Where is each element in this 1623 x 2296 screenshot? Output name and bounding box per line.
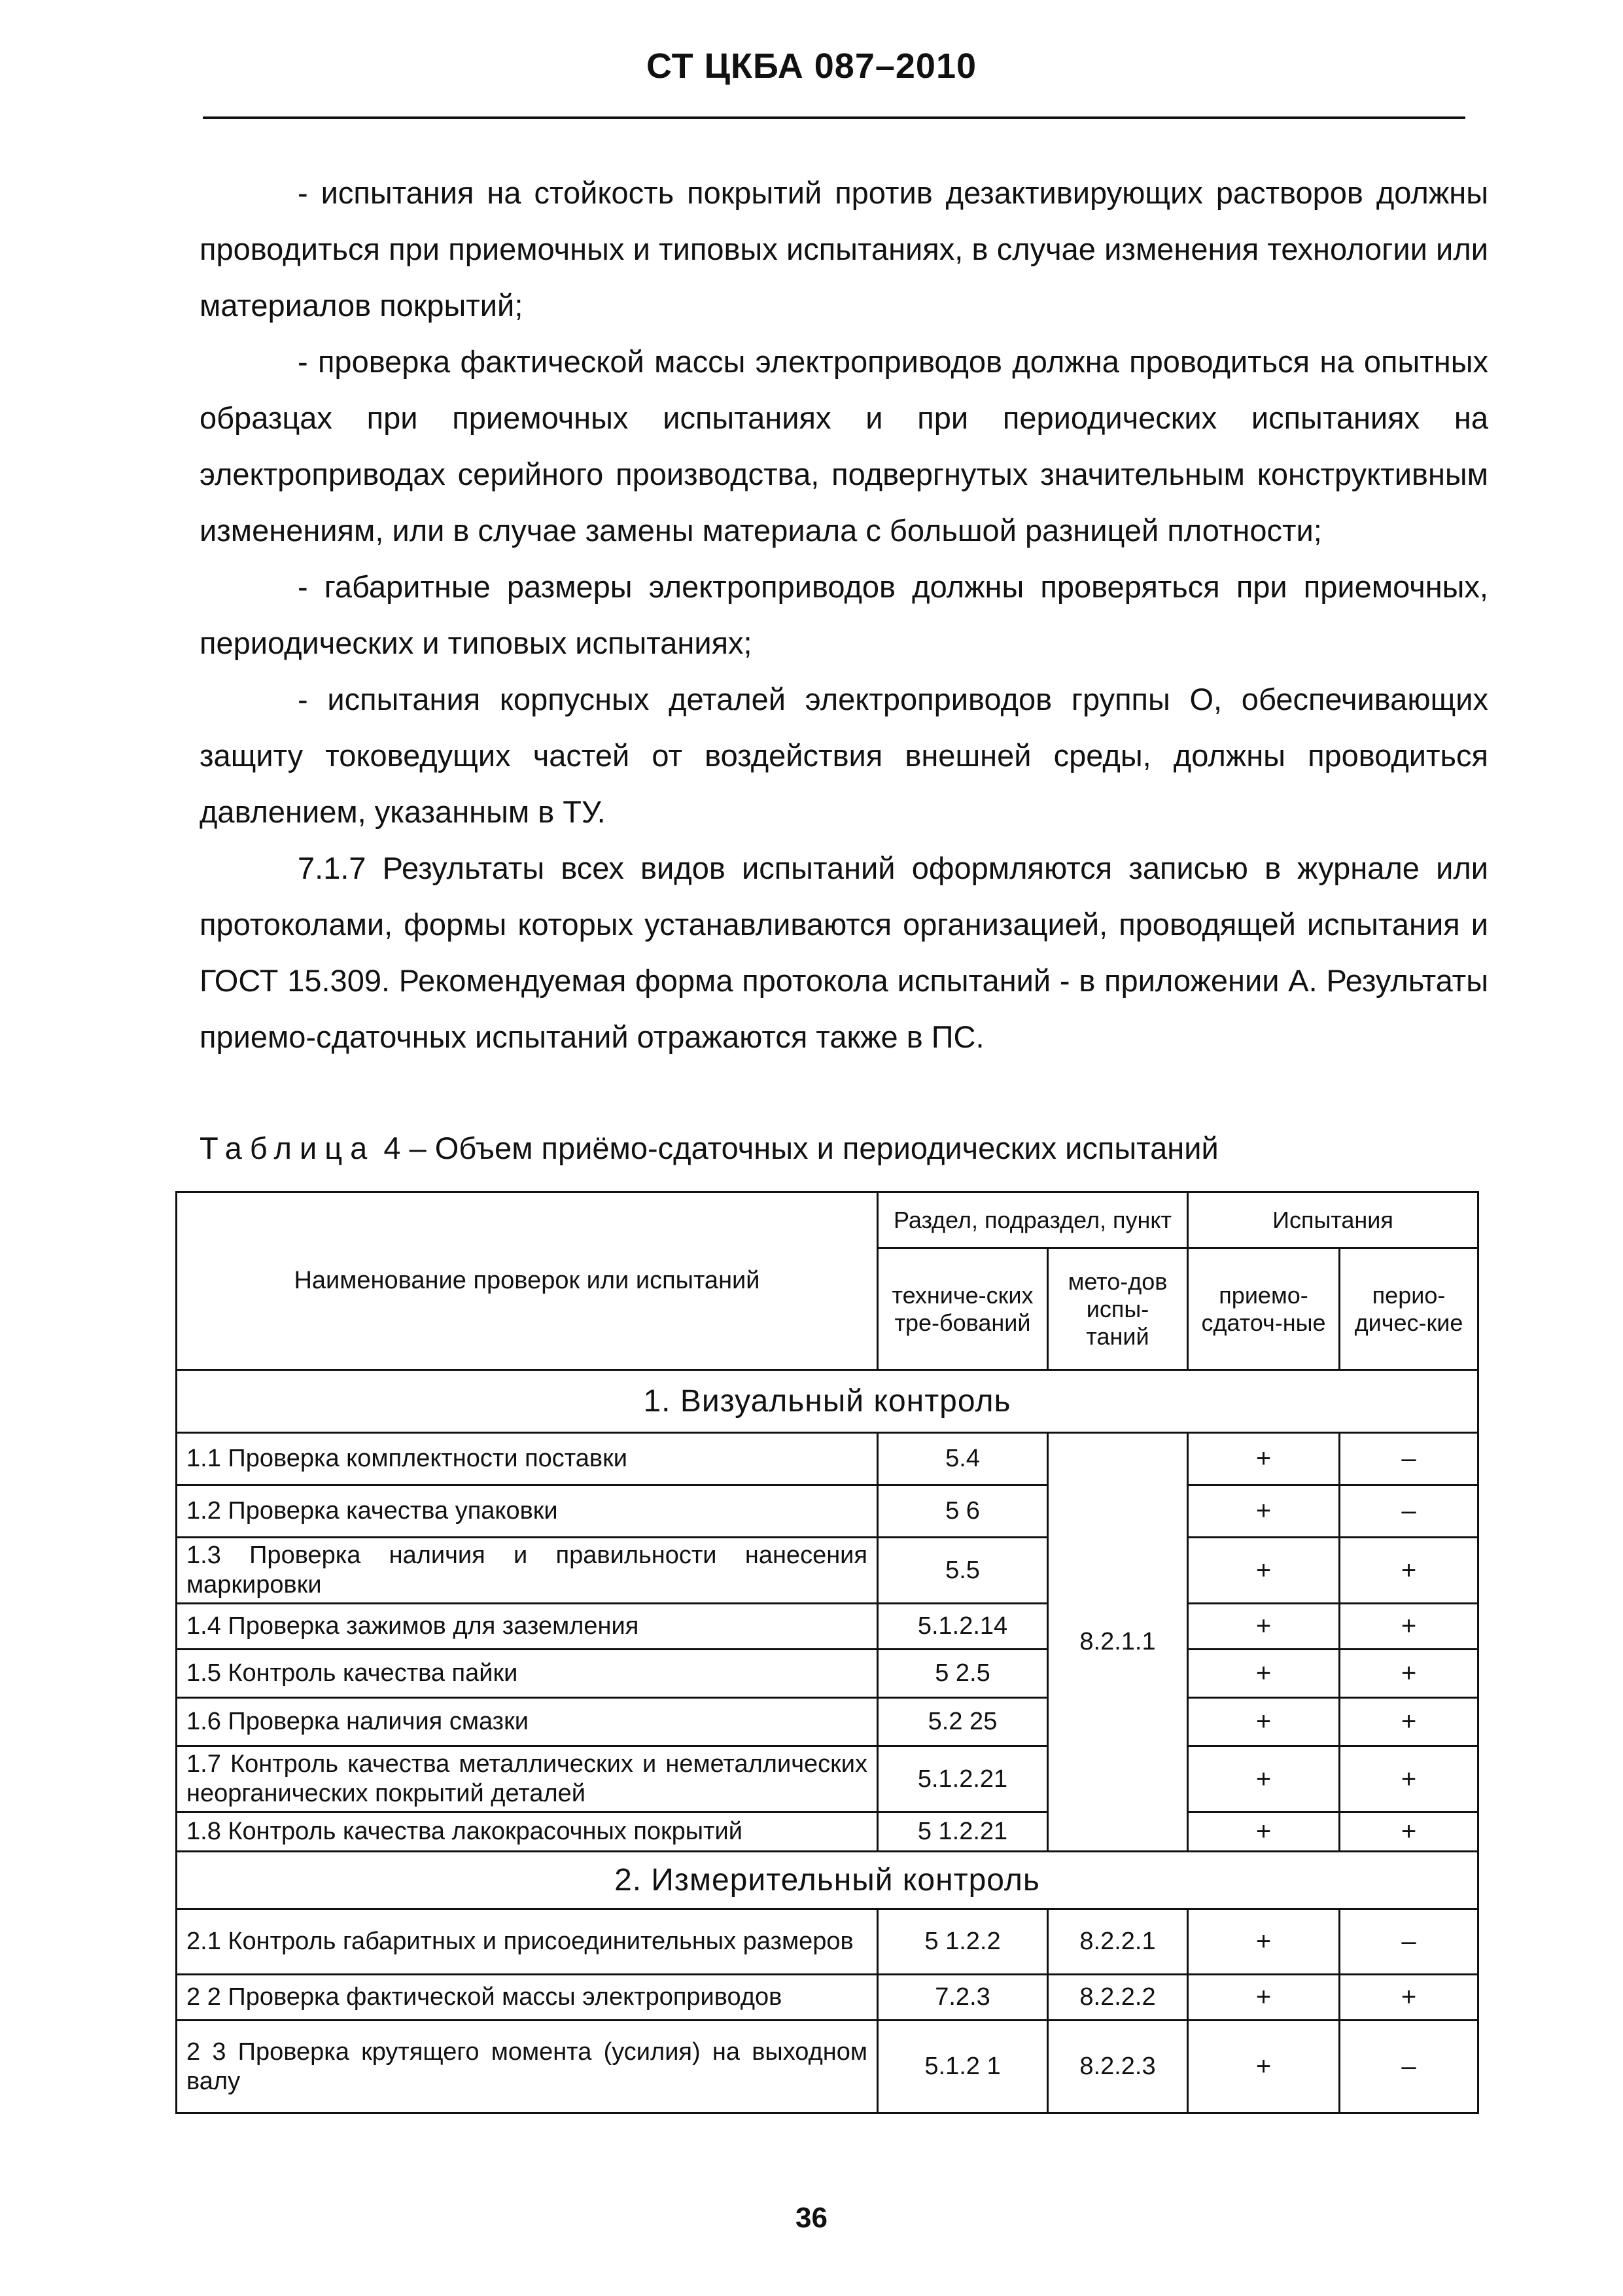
row-acceptance: + — [1188, 1650, 1340, 1698]
header-divider — [203, 116, 1465, 119]
row-name: 1.1 Проверка комплектности поставки — [177, 1433, 878, 1485]
row-acceptance: + — [1188, 1485, 1340, 1538]
row-name: 1.5 Контроль качества пайки — [177, 1650, 878, 1698]
row-name: 1.3 Проверка наличия и правильности нанесения маркировки — [177, 1538, 878, 1604]
table-caption-label: Таблица — [200, 1131, 375, 1165]
row-acceptance: + — [1188, 1433, 1340, 1485]
row-name: 1.8 Контроль качества лакокрасочных покрытий — [177, 1812, 878, 1852]
row-tech: 5.1.2 1 — [878, 2021, 1048, 2113]
row-periodic: – — [1340, 2021, 1478, 2113]
table-caption — [200, 1125, 1488, 1171]
row-tech: 7.2.3 — [878, 1975, 1048, 2021]
section-title: 2. Измерительный контроль — [177, 1852, 1478, 1909]
row-periodic: + — [1340, 1698, 1478, 1746]
row-periodic: + — [1340, 1604, 1478, 1650]
row-name: 1.7 Контроль качества металлических и неметаллических неорганических покрытий деталей — [177, 1746, 878, 1812]
row-name: 1.4 Проверка зажимов для заземления — [177, 1604, 878, 1650]
header-section: Раздел, подраздел, пункт — [878, 1192, 1188, 1248]
page-number: 36 — [795, 2202, 828, 2234]
row-tech: 5.1.2.21 — [878, 1746, 1048, 1812]
row-tech: 5.4 — [878, 1433, 1048, 1485]
row-name: 2 3 Проверка крутящего момента (усилия) на выходном валу — [177, 2021, 878, 2113]
row-method: 8.2.2.1 — [1048, 1909, 1188, 1975]
header-tech-req: техниче-ских тре-бований — [878, 1248, 1048, 1370]
row-name: 2.1 Контроль габаритных и присоединительных размеров — [177, 1909, 878, 1975]
row-name: 1.6 Проверка наличия смазки — [177, 1698, 878, 1746]
header-acceptance: приемо-сдаточ-ные — [1188, 1248, 1340, 1370]
paragraph: - испытания на стойкость покрытий против дезактивирующих растворов должны проводиться при приемочных и типовых испытаниях, в случае изменения технологии или материалов покрытий; — [200, 175, 1488, 323]
row-tech: 5.2 25 — [878, 1698, 1048, 1746]
row-periodic: – — [1340, 1909, 1478, 1975]
paragraph: - габаритные размеры электроприводов должны проверяться при приемочных, периодических и типовых испытаниях; — [200, 569, 1488, 660]
row-periodic: – — [1340, 1485, 1478, 1538]
row-acceptance: + — [1188, 1538, 1340, 1604]
section-title: 1. Визуальный контроль — [177, 1370, 1478, 1433]
table-caption-number: 4 — [383, 1131, 401, 1165]
row-name: 2 2 Проверка фактической массы электроприводов — [177, 1975, 878, 2021]
tests-table — [175, 1191, 1479, 2114]
row-method: 8.2.2.2 — [1048, 1975, 1188, 2021]
row-tech: 5.5 — [878, 1538, 1048, 1604]
row-name: 1.2 Проверка качества упаковки — [177, 1485, 878, 1538]
paragraph: - испытания корпусных деталей электроприводов группы О, обеспечивающих защиту токоведущих частей от воздействия внешней среды, должны проводиться давлением, указанным в ТУ. — [200, 682, 1488, 829]
row-periodic: + — [1340, 1538, 1478, 1604]
row-periodic: + — [1340, 1650, 1478, 1698]
row-periodic: + — [1340, 1812, 1478, 1852]
paragraph: 7.1.7 Результаты всех видов испытаний оформляются записью в журнале или протоколами, формы которых устанавливаются организацией, проводящей испытания и ГОСТ 15.309. Рекомендуемая форма протокола испытаний - в приложении А. Результаты приемо-сдаточных испытаний отражаются также в ПС. — [200, 851, 1488, 1054]
paragraph: - проверка фактической массы электроприводов должна проводиться на опытных образцах при приемочных испытаниях и при периодических испытаниях на электроприводах серийного производства, подвергнутых значительным конструктивным изменениям, или в случае замены материала с большой разницей плотности; — [200, 344, 1488, 548]
table-caption-title: – Объем приёмо-сдаточных и периодических испытаний — [409, 1131, 1219, 1165]
row-tech: 5 2.5 — [878, 1650, 1048, 1698]
header-tests: Испытания — [1188, 1192, 1478, 1248]
row-acceptance: + — [1188, 1812, 1340, 1852]
document-code-header: СТ ЦКБА 087–2010 — [646, 46, 977, 86]
row-tech: 5 6 — [878, 1485, 1048, 1538]
row-periodic: + — [1340, 1746, 1478, 1812]
body-text — [200, 165, 1488, 1065]
row-acceptance: + — [1188, 2021, 1340, 2113]
row-acceptance: + — [1188, 1604, 1340, 1650]
row-acceptance: + — [1188, 1975, 1340, 2021]
row-tech: 5 1.2.2 — [878, 1909, 1048, 1975]
row-periodic: + — [1340, 1975, 1478, 2021]
row-acceptance: + — [1188, 1909, 1340, 1975]
row-method: 8.2.2.3 — [1048, 2021, 1188, 2113]
row-method-shared: 8.2.1.1 — [1048, 1433, 1188, 1852]
row-acceptance: + — [1188, 1698, 1340, 1746]
header-name: Наименование проверок или испытаний — [177, 1192, 878, 1370]
row-tech: 5 1.2.21 — [878, 1812, 1048, 1852]
row-periodic: – — [1340, 1433, 1478, 1485]
header-periodic: перио-дичес-кие — [1340, 1248, 1478, 1370]
header-methods: мето-дов испы-таний — [1048, 1248, 1188, 1370]
row-tech: 5.1.2.14 — [878, 1604, 1048, 1650]
row-acceptance: + — [1188, 1746, 1340, 1812]
